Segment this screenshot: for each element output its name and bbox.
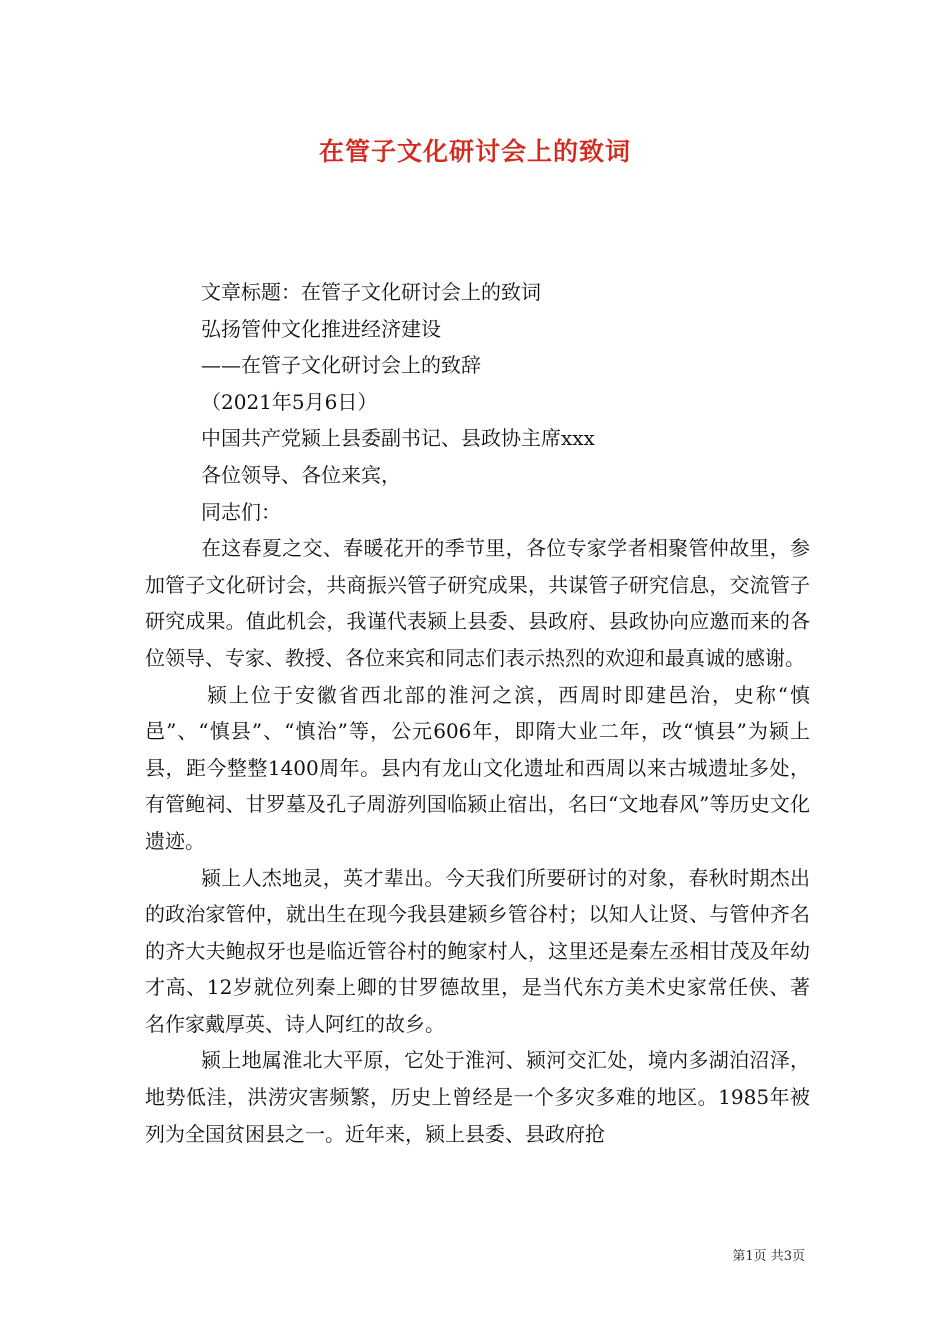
paragraph-3: 颍上人杰地灵，英才辈出。今天我们所要研讨的对象，春秋时期杰出的政治家管仲，就出生在现今我县建颍乡管谷村；以知人让贤、与管仲齐名的齐大夫鲍叔牙也是临近管谷村的鲍家村人，这里还是秦左丞相甘茂及年幼才高、12岁就位列秦上卿的甘罗德故里，是当代东方美术史家常任侠、著名作家戴厚英、诗人阿红的故乡。 xyxy=(145,865,810,1036)
paragraph-2: 颍上位于安徽省西北部的淮河之滨，西周时即建邑治，史称“慎邑”、“慎县”、“慎治”等，公元606年，即隋大业二年，改“慎县”为颍上县，距今整整1400周年。县内有龙山文化遗址和西周以来古城遗址多处，有管鲍祠、甘罗墓及孔子周游列国临颍止宿出，名曰“文地春风”等历史文化遗迹。 xyxy=(145,682,810,853)
paragraph-1: 在这春夏之交、春暖花开的季节里，各位专家学者相聚管仲故里，参加管子文化研讨会，共商振兴管子研究成果，共谋管子研究信息，交流管子研究成果。值此机会，我谨代表颍上县委、县政府、县政协向应邀而来的各位领导、专家、教授、各位来宾和同志们表示热烈的欢迎和最真诚的感谢。 xyxy=(145,536,810,670)
page-footer: 第1页 共3页 xyxy=(732,1249,805,1264)
subtitle-line: ——在管子文化研讨会上的致辞 xyxy=(201,353,481,378)
document-title: 在管子文化研讨会上的致词 xyxy=(318,137,631,166)
article-title-line: 文章标题：在管子文化研讨会上的致词 xyxy=(201,280,541,304)
speaker-line: 中国共产党颍上县委副书记、县政协主席xxx xyxy=(201,426,595,451)
date-line: （2021年5月6日） xyxy=(201,389,378,414)
salutation-line-2: 同志们： xyxy=(201,499,281,524)
paragraph-4: 颍上地属淮北大平原，它处于淮河、颍河交汇处，境内多湖泊沼泽，地势低洼，洪涝灾害频繁，历史上曾经是一个多灾多难的地区。1985年被列为全国贫困县之一。近年来，颍上县委、县政府抢 xyxy=(145,1048,810,1146)
salutation-line: 各位领导、各位来宾， xyxy=(201,462,401,487)
document-body xyxy=(145,274,810,1152)
headline-line: 弘扬管仲文化推进经济建设 xyxy=(201,316,441,341)
